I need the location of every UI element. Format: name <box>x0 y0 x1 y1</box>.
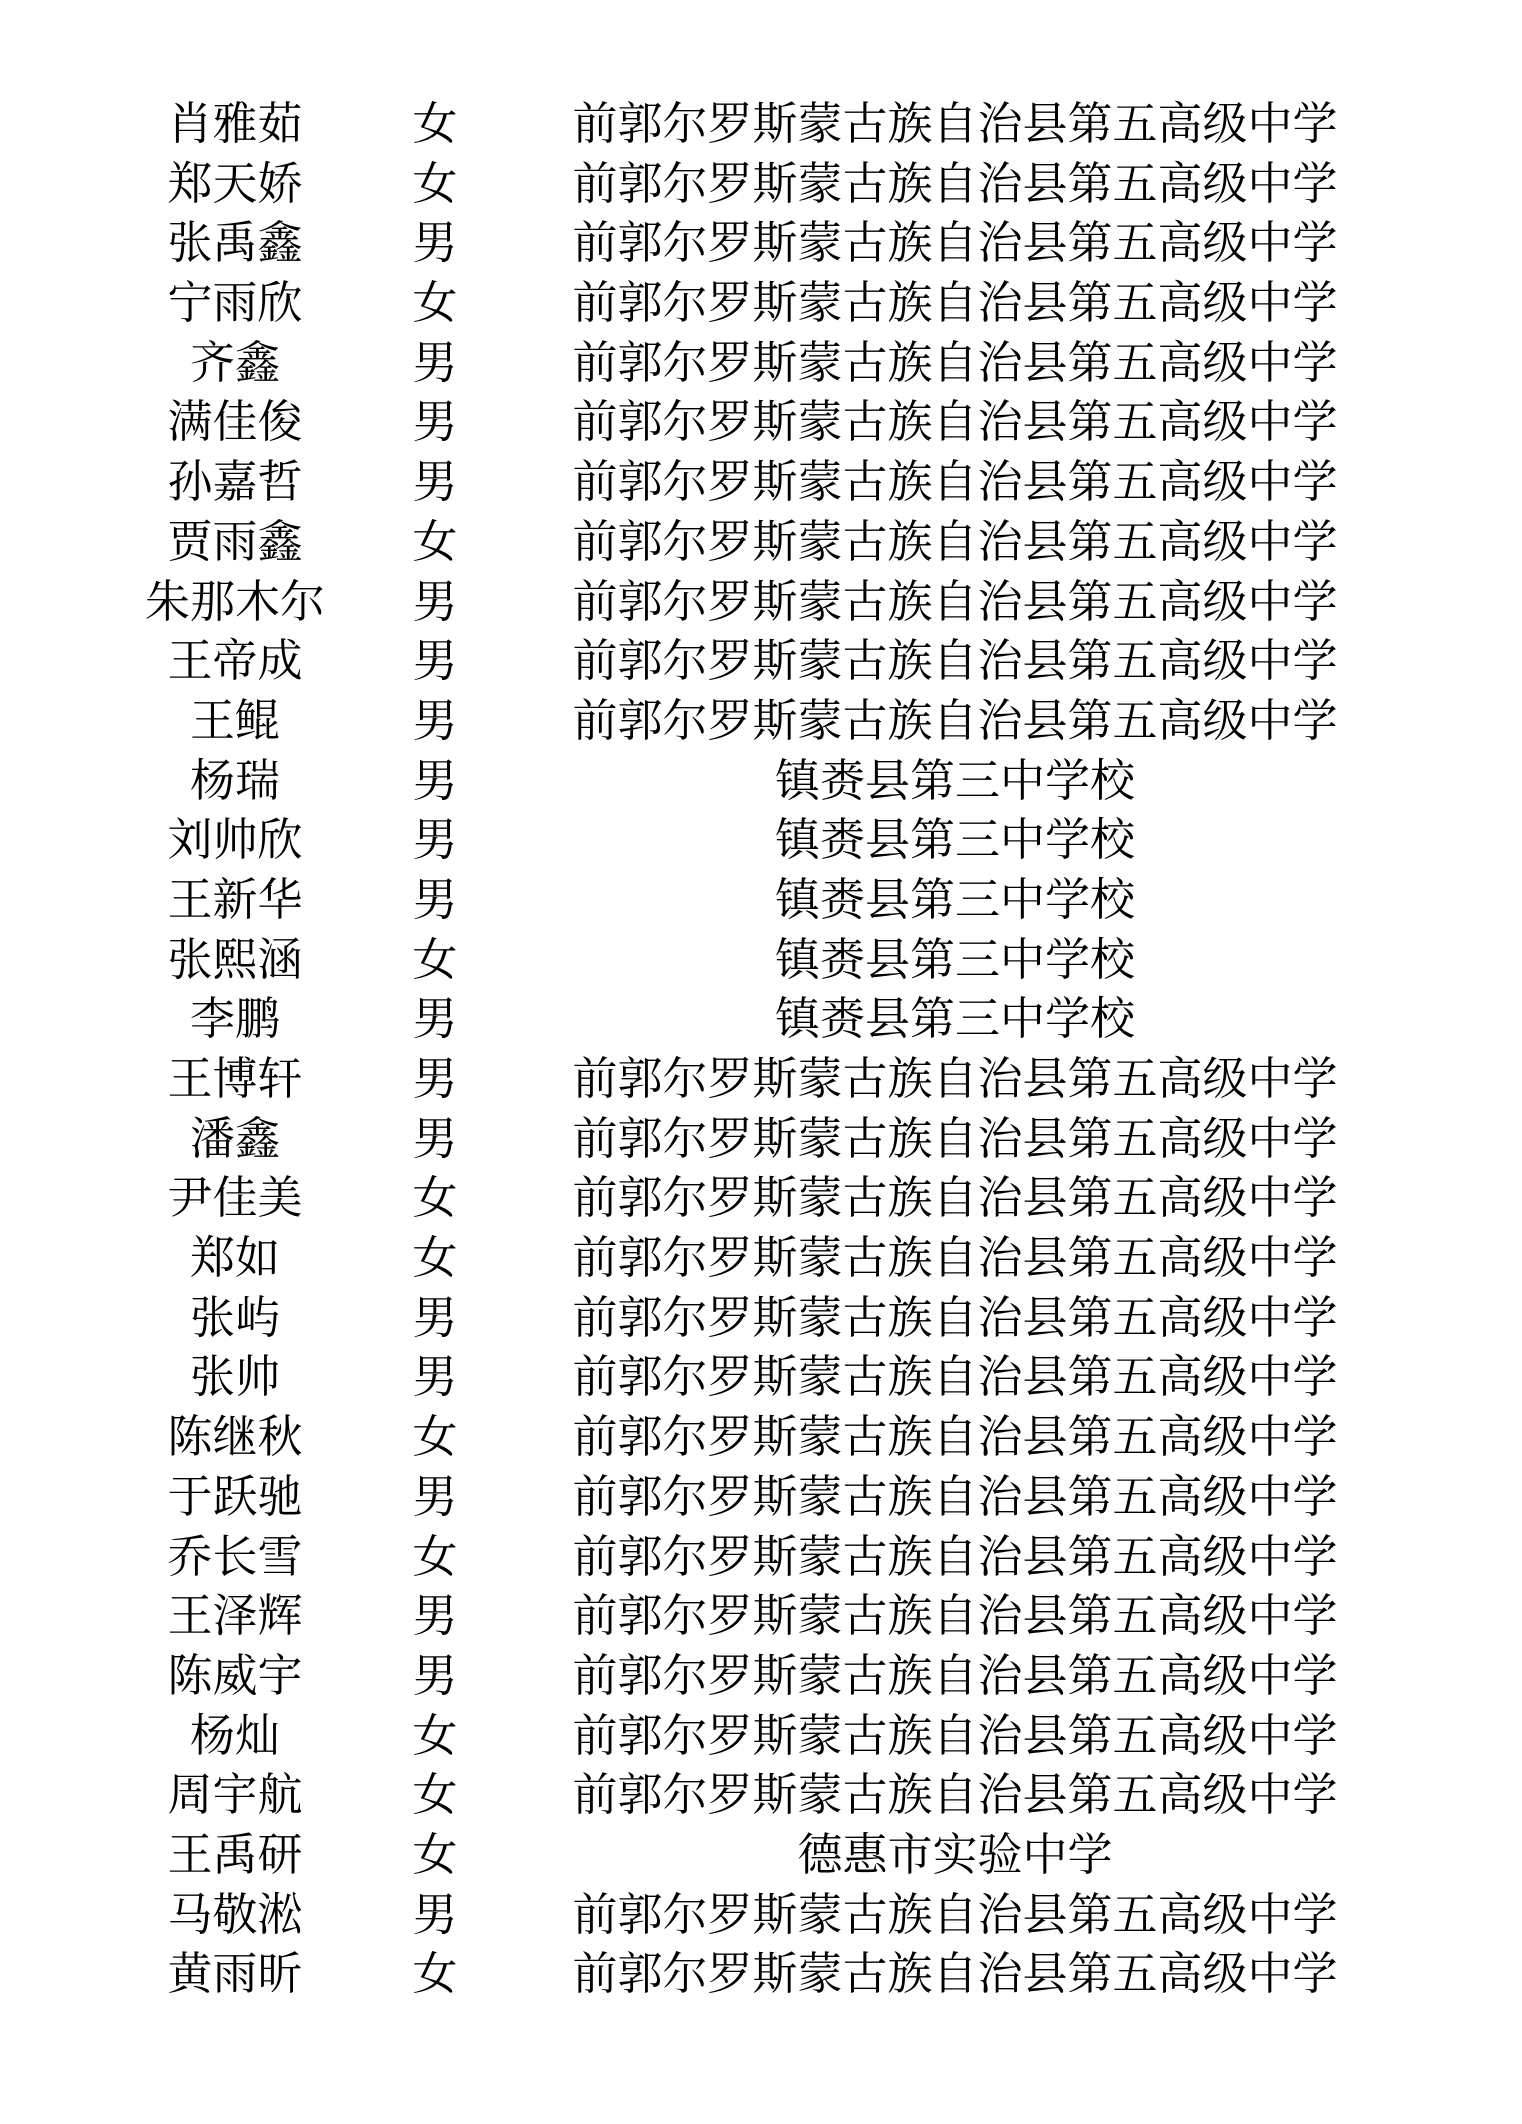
student-school: 前郭尔罗斯蒙古族自治县第五高级中学 <box>572 1052 1338 1105</box>
student-school: 前郭尔罗斯蒙古族自治县第五高级中学 <box>572 455 1338 509</box>
table-row <box>0 1825 1522 1885</box>
student-name: 肖雅茹 <box>167 97 303 150</box>
table-row <box>0 154 1522 214</box>
student-gender: 男 <box>412 693 458 747</box>
student-school: 德惠市实验中学 <box>797 1827 1113 1881</box>
student-school: 前郭尔罗斯蒙古族自治县第五高级中学 <box>572 276 1338 330</box>
student-school: 前郭尔罗斯蒙古族自治县第五高级中学 <box>572 395 1338 449</box>
student-name: 张熙涵 <box>167 932 303 986</box>
student-name: 乔长雪 <box>167 1529 303 1583</box>
student-name: 张帅 <box>189 1350 280 1404</box>
student-gender: 男 <box>412 992 458 1046</box>
table-row <box>0 1885 1522 1945</box>
student-gender: 男 <box>412 216 458 270</box>
student-name: 张禹鑫 <box>167 216 303 270</box>
table-row <box>0 1586 1522 1646</box>
table-row <box>0 870 1522 930</box>
student-name: 杨瑞 <box>189 753 280 807</box>
student-name: 王鲲 <box>189 693 280 747</box>
student-name: 王禹研 <box>167 1827 303 1881</box>
student-gender: 男 <box>412 335 458 389</box>
student-school: 镇赉县第三中学校 <box>774 813 1135 867</box>
student-gender: 女 <box>412 1768 458 1822</box>
student-school: 镇赉县第三中学校 <box>774 753 1135 807</box>
student-gender: 男 <box>412 634 458 688</box>
student-name: 孙嘉哲 <box>167 455 303 509</box>
table-row <box>0 94 1522 154</box>
student-gender: 男 <box>412 1350 458 1404</box>
table-row <box>0 1467 1522 1527</box>
student-name: 朱那木尔 <box>144 574 325 628</box>
student-school: 前郭尔罗斯蒙古族自治县第五高级中学 <box>572 1290 1338 1344</box>
student-gender: 女 <box>412 1529 458 1583</box>
student-gender: 男 <box>412 753 458 807</box>
student-school: 前郭尔罗斯蒙古族自治县第五高级中学 <box>572 1350 1338 1404</box>
table-row <box>0 512 1522 572</box>
student-gender: 男 <box>412 1469 458 1523</box>
table-row <box>0 572 1522 632</box>
student-gender: 女 <box>412 97 458 150</box>
table-row <box>0 273 1522 333</box>
student-name: 贾雨鑫 <box>167 514 303 568</box>
student-gender: 男 <box>412 1290 458 1344</box>
student-gender: 男 <box>412 1111 458 1165</box>
table-row <box>0 1228 1522 1288</box>
student-school: 前郭尔罗斯蒙古族自治县第五高级中学 <box>572 1648 1338 1702</box>
student-name: 尹佳美 <box>167 1171 303 1225</box>
student-school: 前郭尔罗斯蒙古族自治县第五高级中学 <box>572 1111 1338 1165</box>
student-school: 前郭尔罗斯蒙古族自治县第五高级中学 <box>572 1708 1338 1762</box>
table-row <box>0 1944 1522 2004</box>
student-name: 张屿 <box>189 1290 280 1344</box>
student-school: 前郭尔罗斯蒙古族自治县第五高级中学 <box>572 693 1338 747</box>
student-school: 前郭尔罗斯蒙古族自治县第五高级中学 <box>572 1589 1338 1643</box>
student-gender: 女 <box>412 514 458 568</box>
table-row <box>0 930 1522 990</box>
student-school: 前郭尔罗斯蒙古族自治县第五高级中学 <box>572 335 1338 389</box>
student-name: 潘鑫 <box>189 1111 280 1165</box>
student-gender: 男 <box>412 872 458 926</box>
student-name: 郑天娇 <box>167 156 303 210</box>
student-name: 满佳俊 <box>167 395 303 449</box>
student-school: 前郭尔罗斯蒙古族自治县第五高级中学 <box>572 1887 1338 1941</box>
student-name: 王博轩 <box>167 1052 303 1105</box>
student-gender: 男 <box>412 813 458 867</box>
student-name: 王新华 <box>167 872 303 926</box>
table-row <box>0 1168 1522 1228</box>
table-row <box>0 213 1522 273</box>
student-gender: 男 <box>412 455 458 509</box>
student-school: 镇赉县第三中学校 <box>774 872 1135 926</box>
student-name: 马敬淞 <box>167 1887 303 1941</box>
student-name: 陈继秋 <box>167 1410 303 1464</box>
student-school: 前郭尔罗斯蒙古族自治县第五高级中学 <box>572 634 1338 688</box>
student-school: 前郭尔罗斯蒙古族自治县第五高级中学 <box>572 1231 1338 1285</box>
student-school: 前郭尔罗斯蒙古族自治县第五高级中学 <box>572 1947 1338 2001</box>
student-school: 前郭尔罗斯蒙古族自治县第五高级中学 <box>572 514 1338 568</box>
student-name: 宁雨欣 <box>167 276 303 330</box>
table-row <box>0 1407 1522 1467</box>
student-gender: 男 <box>412 1648 458 1702</box>
student-school: 前郭尔罗斯蒙古族自治县第五高级中学 <box>572 1171 1338 1225</box>
student-gender: 男 <box>412 574 458 628</box>
student-name: 周宇航 <box>167 1768 303 1822</box>
student-name: 陈威宇 <box>167 1648 303 1702</box>
student-school: 前郭尔罗斯蒙古族自治县第五高级中学 <box>572 1469 1338 1523</box>
student-name: 杨灿 <box>189 1708 280 1762</box>
student-school: 前郭尔罗斯蒙古族自治县第五高级中学 <box>572 1768 1338 1822</box>
table-row <box>0 452 1522 512</box>
student-name: 于跃驰 <box>167 1469 303 1523</box>
student-school: 前郭尔罗斯蒙古族自治县第五高级中学 <box>572 574 1338 628</box>
table-row <box>0 1706 1522 1766</box>
student-name: 刘帅欣 <box>167 813 303 867</box>
table-row <box>0 691 1522 751</box>
student-gender: 女 <box>412 276 458 330</box>
student-gender: 男 <box>412 1052 458 1105</box>
table-row <box>0 1049 1522 1109</box>
student-name: 王泽辉 <box>167 1589 303 1643</box>
table-row <box>0 333 1522 393</box>
table-row <box>0 1527 1522 1587</box>
student-gender: 女 <box>412 1231 458 1285</box>
student-gender: 男 <box>412 1589 458 1643</box>
student-name: 郑如 <box>189 1231 280 1285</box>
table-row <box>0 1347 1522 1407</box>
table-row <box>0 1288 1522 1348</box>
student-gender: 女 <box>412 1171 458 1225</box>
table-row <box>0 631 1522 691</box>
table-row <box>0 989 1522 1049</box>
student-gender: 女 <box>412 1947 458 2001</box>
student-school: 前郭尔罗斯蒙古族自治县第五高级中学 <box>572 97 1338 150</box>
table-row <box>0 392 1522 452</box>
student-school: 镇赉县第三中学校 <box>774 932 1135 986</box>
student-gender: 女 <box>412 156 458 210</box>
student-gender: 女 <box>412 932 458 986</box>
table-row <box>0 1646 1522 1706</box>
student-gender: 男 <box>412 395 458 449</box>
student-gender: 女 <box>412 1708 458 1762</box>
student-name: 王帝成 <box>167 634 303 688</box>
student-gender: 女 <box>412 1827 458 1881</box>
student-school: 前郭尔罗斯蒙古族自治县第五高级中学 <box>572 1410 1338 1464</box>
student-gender: 女 <box>412 1410 458 1464</box>
table-row <box>0 751 1522 811</box>
table-row <box>0 1765 1522 1825</box>
student-name: 李鹏 <box>189 992 280 1046</box>
student-school: 前郭尔罗斯蒙古族自治县第五高级中学 <box>572 156 1338 210</box>
student-name: 黄雨昕 <box>167 1947 303 2001</box>
student-roster <box>0 94 1522 2004</box>
table-row <box>0 1109 1522 1169</box>
student-school: 镇赉县第三中学校 <box>774 992 1135 1046</box>
student-gender: 男 <box>412 1887 458 1941</box>
student-school: 前郭尔罗斯蒙古族自治县第五高级中学 <box>572 216 1338 270</box>
student-school: 前郭尔罗斯蒙古族自治县第五高级中学 <box>572 1529 1338 1583</box>
table-row <box>0 810 1522 870</box>
student-name: 齐鑫 <box>189 335 280 389</box>
